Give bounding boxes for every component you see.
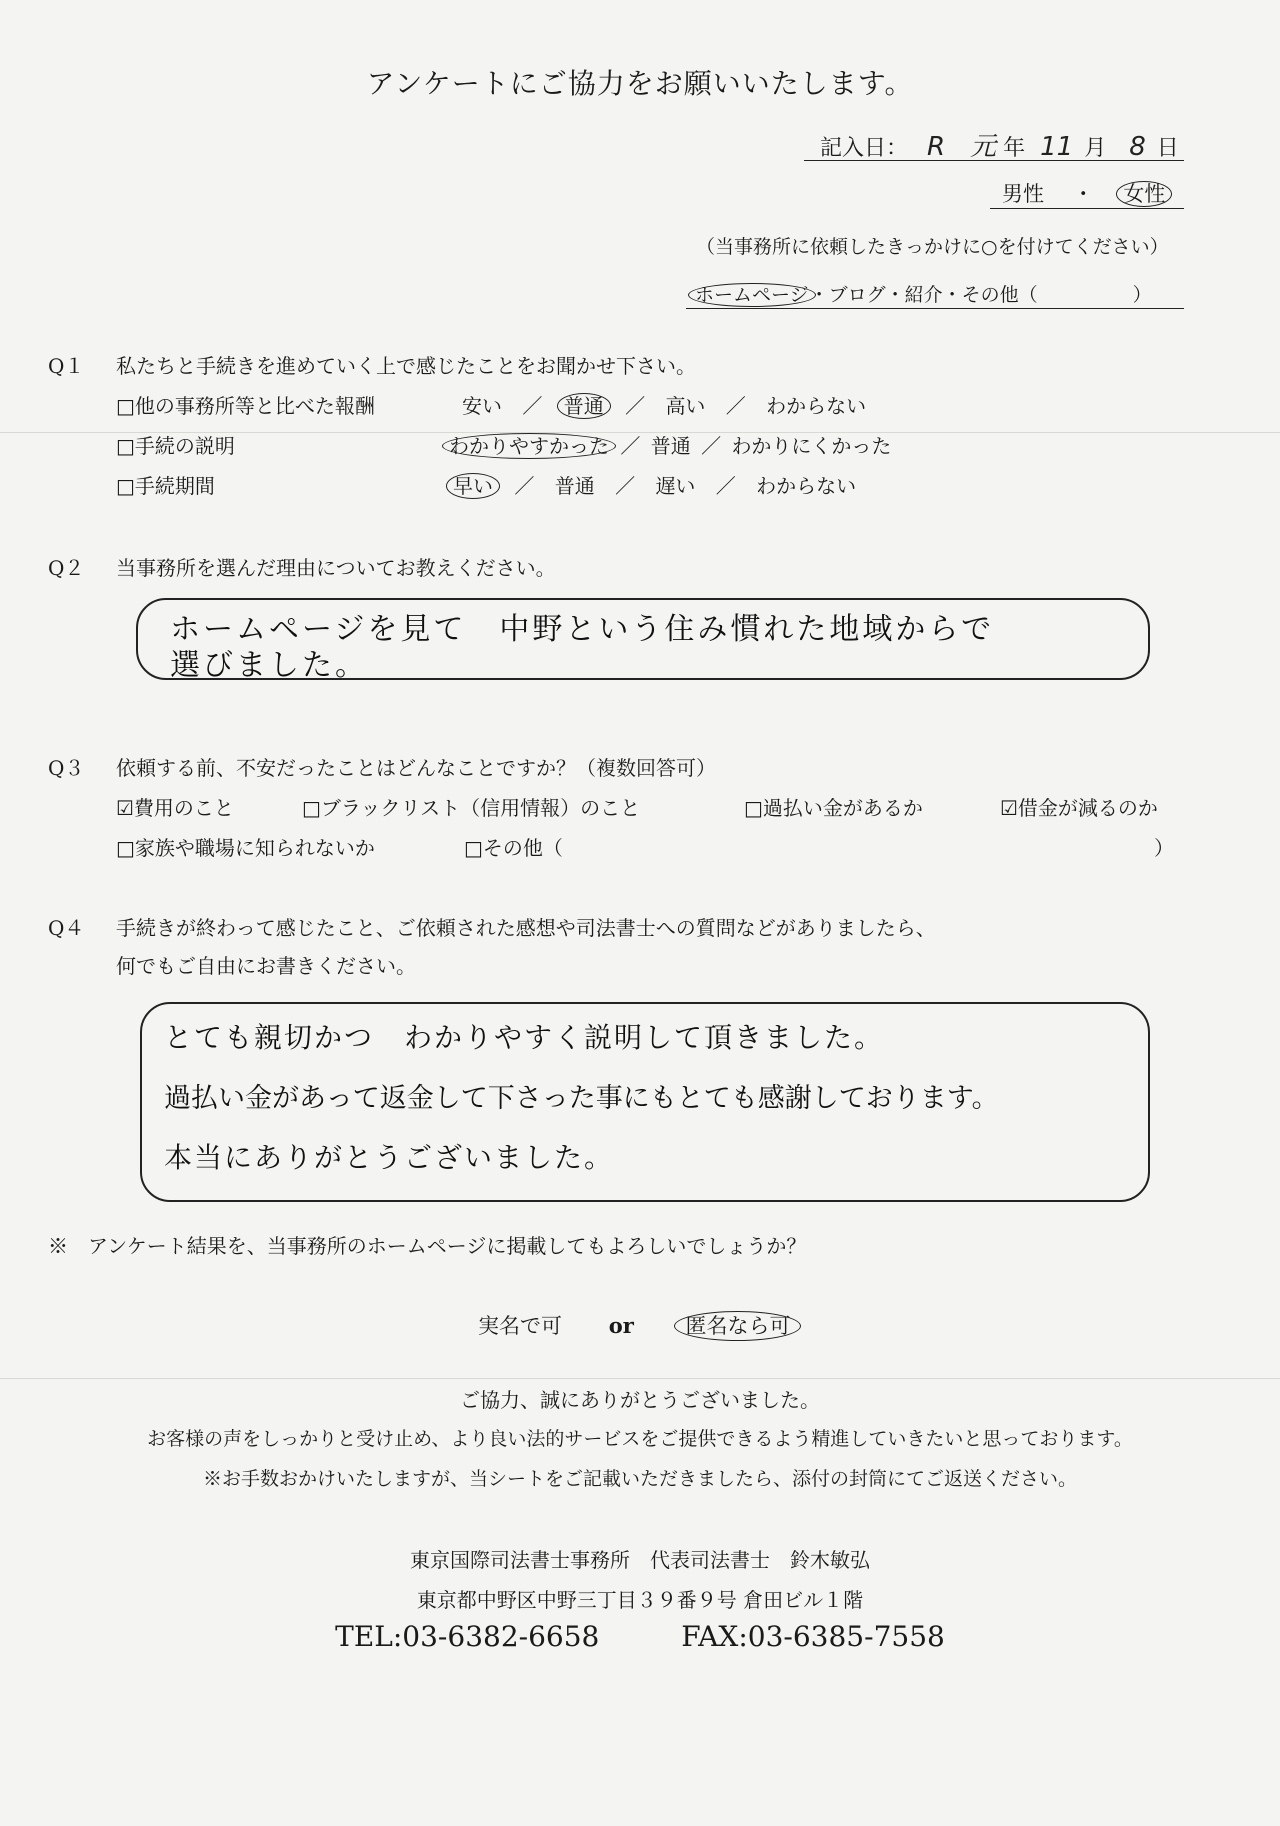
option-unknown: わからない [766, 394, 867, 418]
option-anonymous-selected: 匿名なら可 [674, 1311, 801, 1341]
office-name: 東京国際司法書士事務所 代表司法書士 鈴木敏弘 [410, 1548, 870, 1572]
source-homepage-selected: ホームページ [688, 283, 816, 307]
date-row [820, 126, 1179, 163]
option-cheap: 安い [462, 394, 502, 418]
slash: ／ [615, 474, 636, 498]
q1-question: 私たちと手続きを進めていく上で感じたことをお聞かせ下さい。 [116, 354, 696, 378]
date-month-unit: 月 [1084, 136, 1107, 161]
publish-options [478, 1310, 795, 1340]
office-fax: FAX:03-6385-7558 [681, 1620, 945, 1653]
q4-answer-line-2: 過払い金があって返金して下さった事にもとても感謝しております。 [164, 1083, 999, 1114]
slash: ／ [522, 394, 543, 418]
q4-label: Q４ [48, 916, 85, 940]
q1-item-period: □手続期間 [116, 474, 215, 498]
date-day-unit: 日 [1156, 136, 1179, 161]
slash: ／ [620, 434, 641, 458]
slash: ／ [725, 394, 746, 418]
slash: ／ [625, 394, 646, 418]
q3-option-family: □家族や職場に知られないか [116, 836, 375, 860]
sex-separator: ・ [1072, 182, 1094, 206]
option-normal-selected: 普通 [557, 393, 611, 419]
sex-row [1002, 178, 1166, 208]
source-options: ・ブログ・紹介・その他（ ） [809, 284, 1152, 306]
option-normal: 普通 [554, 474, 595, 498]
footer-thanks: ご協力、誠にありがとうございました。 [460, 1388, 820, 1412]
option-clear-selected: わかりやすかった [442, 433, 616, 459]
date-label: 記入日： [820, 136, 909, 161]
sex-female-selected: 女性 [1116, 181, 1172, 207]
q1-item-fee: □他の事務所等と比べた報酬 [116, 394, 375, 418]
q4-answer-line-1: とても親切かつ わかりやすく説明して頂きました。 [164, 1021, 885, 1054]
date-day: 8 [1129, 132, 1146, 162]
q3-option-blacklist: □ブラックリスト（信用情報）のこと [302, 796, 641, 820]
slash: ／ [514, 474, 535, 498]
source-row [694, 280, 1152, 307]
q3-question: 依頼する前、不安だったことはどんなことですか？（複数回答可） [116, 756, 716, 780]
sex-male: 男性 [1002, 182, 1044, 206]
q3-option-overpayment: □過払い金があるか [744, 796, 923, 820]
q2-label: Q２ [48, 556, 85, 580]
q4-question-line-2: 何でもご自由にお書きください。 [116, 954, 416, 978]
office-address: 東京都中野区中野三丁目３９番９号 倉田ビル１階 [416, 1588, 864, 1612]
or-text: or [608, 1313, 634, 1338]
date-month: 11 [1040, 132, 1074, 162]
q3-label: Q３ [48, 756, 85, 780]
page-title: アンケートにご協力をお願いいたします。 [366, 67, 914, 100]
footer-return-note: ※お手数おかけいたしますが、当シートをご記載いただきましたら、添付の封筒にてご返送ください。 [202, 1468, 1077, 1490]
q3-option-debt-reduction-checked: ☑借金が減るのか [1000, 796, 1158, 820]
contact-row [0, 1620, 1280, 1653]
option-normal: 普通 [650, 434, 691, 458]
q1-period-options [452, 470, 856, 499]
option-unknown: わからない [756, 474, 857, 498]
q4-answer-line-3: 本当にありがとうございました。 [164, 1141, 615, 1174]
option-real-name: 実名で可 [478, 1314, 562, 1338]
footer-message: お客様の声をしっかりと受け止め、より良い法的サービスをご提供できるよう精進していきたいと思っております。 [147, 1428, 1133, 1450]
office-tel: TEL:03-6382-6658 [335, 1620, 600, 1653]
q3-option-cost-checked: ☑費用のこと [116, 796, 234, 820]
source-instruction: （当事務所に依頼したきっかけに○を付けてください） [696, 236, 1169, 258]
option-slow: 遅い [655, 474, 696, 498]
q2-question: 当事務所を選んだ理由についてお教えください。 [116, 556, 556, 580]
slash: ／ [701, 434, 722, 458]
publish-note: ※ アンケート結果を、当事務所のホームページに掲載してもよろしいでしょうか？ [48, 1234, 807, 1258]
option-unclear: わかりにくかった [731, 434, 892, 458]
option-expensive: 高い [665, 394, 706, 418]
q3-option-other: □その他（ [464, 836, 563, 860]
q2-answer-line-2: 選びました。 [170, 648, 368, 683]
fold-line [0, 1378, 1280, 1379]
date-year: 元 [970, 132, 997, 162]
q1-explanation-options [448, 430, 891, 459]
q1-item-explanation: □手続の説明 [116, 434, 235, 458]
date-year-unit: 年 [1003, 136, 1026, 161]
date-era: R [927, 132, 946, 162]
q4-question-line-1: 手続きが終わって感じたこと、ご依頼された感想や司法書士への質問などがありましたら、 [116, 916, 936, 940]
q3-option-other-close: ） [1154, 836, 1174, 860]
option-fast-selected: 早い [446, 473, 500, 499]
q1-fee-options [462, 390, 866, 419]
q1-label: Q１ [48, 354, 85, 378]
slash: ／ [715, 474, 736, 498]
q2-answer-line-1: ホームページを見て 中野という住み慣れた地域からで [170, 612, 995, 647]
